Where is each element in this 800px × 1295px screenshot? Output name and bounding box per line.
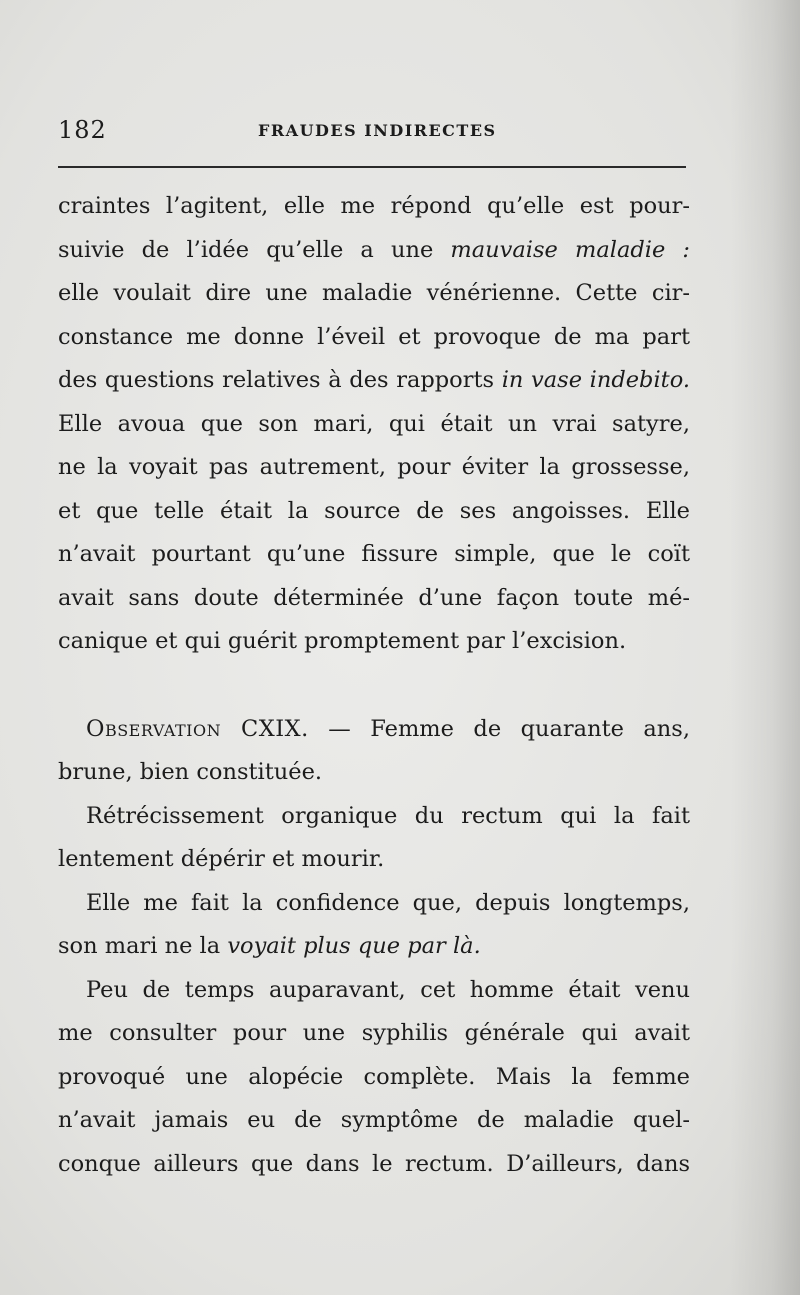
text-line: conque ailleurs que dans le rectum. D’ailleurs, dans — [58, 1150, 690, 1177]
observation-title: — Femme de quarante ans, — [308, 715, 690, 742]
running-head — [58, 116, 688, 146]
italic-phrase: mauvaise maladie : — [450, 236, 690, 263]
text-line — [58, 925, 690, 969]
text-line: et que telle était la source de ses angoisses. Elle — [58, 497, 690, 524]
text-line: n’avait pourtant qu’une fissure simple, que le coït — [58, 541, 690, 567]
text-line: brune, bien constituée. — [58, 759, 323, 785]
header-rule — [58, 166, 686, 168]
page-edge-shadow — [730, 0, 800, 1295]
text-line: canique et qui guérit promptement par l’excision. — [58, 628, 627, 654]
text-line: Rétrécissement organique du rectum qui la fait — [86, 802, 690, 829]
text-segment: suivie de l’idée qu’elle a une — [58, 236, 451, 263]
text-line: provoqué une alopécie complète. Mais la femme — [58, 1063, 690, 1090]
text-segment: des questions relatives à des rapports — [58, 367, 502, 393]
text-line: lentement dépérir et mourir. — [58, 846, 385, 872]
running-title: FRAUDES INDIRECTES — [258, 121, 497, 140]
italic-phrase: in vase indebito. — [501, 367, 690, 393]
text-line: craintes l’agitent, elle me répond qu’elle est pour- — [58, 193, 690, 219]
text-line: constance me donne l’éveil et provoque de ma part — [58, 323, 690, 350]
body-text — [58, 185, 690, 1186]
italic-phrase: voyait plus que par là. — [227, 933, 481, 959]
text-segment: son mari ne la — [58, 933, 228, 959]
observation-heading — [58, 708, 690, 752]
text-line: Elle avoua que son mari, qui était un vrai satyre, — [58, 410, 690, 437]
text-line: n’avait jamais eu de symptôme de maladie quel- — [58, 1107, 690, 1133]
text-line: avait sans doute déterminée d’une façon toute mé- — [58, 584, 690, 611]
text-line: ne la voyait pas autrement, pour éviter la grossesse, — [58, 454, 690, 480]
text-line — [58, 229, 690, 273]
text-line — [58, 359, 690, 403]
page-number: 182 — [58, 116, 107, 144]
text-line: elle voulait dire une maladie vénérienne. Cette cir- — [58, 280, 690, 306]
text-line: Elle me fait la confidence que, depuis longtemps, — [86, 889, 690, 916]
text-line: me consulter pour une syphilis générale qui avait — [58, 1020, 690, 1046]
text-line: Peu de temps auparavant, cet homme était venu — [86, 976, 690, 1003]
section-gap — [58, 664, 690, 708]
observation-label: Observation CXIX. — [86, 715, 309, 742]
